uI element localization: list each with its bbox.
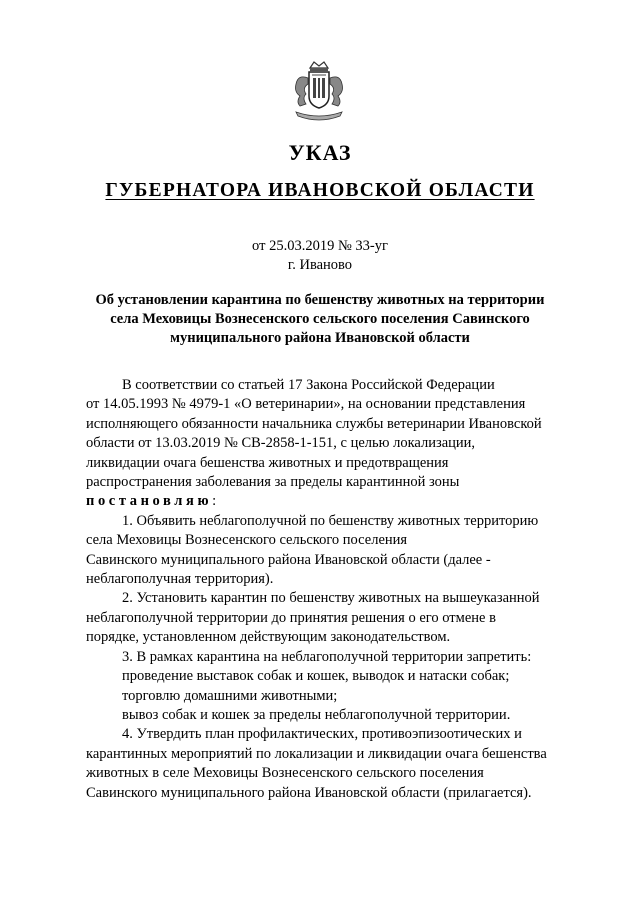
body-line: карантинных мероприятий по локализации и ликвидации очага бешенства [86,745,547,762]
document-title: УКАЗ [288,140,352,165]
body-line: села Меховицы Вознесенского сельского поселения [86,532,408,549]
body-line: животных в селе Меховицы Вознесенского сельского поселения [86,765,484,782]
decree-line [86,492,566,511]
body-line: неблагополучной территории до принятия решения о его отмене в [86,609,496,626]
date-number: от 25.03.2019 № 33-уг [252,238,388,254]
body-line: 2. Установить карантин по бешенству животных на вышеуказанной [122,590,540,607]
city: г. Иваново [287,257,353,273]
heading-line: муниципального района Ивановской области [170,330,470,346]
body-line: ликвидации очага бешенства животных и предотвращения [86,454,449,471]
body-line: исполняющего обязанности начальника службы ветеринарии Ивановской [86,415,542,432]
decree-word: постановляю [86,493,213,510]
body-line: проведение выставок собак и кошек, выводок и натаски собак; [122,668,510,685]
coat-of-arms-emblem [288,58,350,124]
body-line: торговлю домашними животными; [122,687,338,704]
document-subtitle: ГУБЕРНАТОРА ИВАНОВСКОЙ ОБЛАСТИ [105,180,535,201]
heading-line: Об установлении карантина по бешенству животных на территории [95,292,545,308]
body-line: от 14.05.1993 № 4979-1 «О ветеринарии», на основании представления [86,396,526,413]
body-line: неблагополучная территория). [86,571,274,588]
body-line: вывоз собак и кошек за пределы неблагополучной территории. [122,706,511,723]
decree-colon: : [212,493,217,510]
document-body [86,376,566,803]
body-line: Савинского муниципального района Ивановской области (далее - [86,551,491,568]
body-line: 1. Объявить неблагополучной по бешенству животных территорию [122,512,539,529]
body-line: распространения заболевания за пределы карантинной зоны [86,474,460,491]
body-line: 3. В рамках карантина на неблагополучной территории запретить: [122,648,532,665]
heading-line: села Меховицы Вознесенского сельского поселения Савинского [110,311,530,327]
body-line: порядке, установленном действующим законодательством. [86,629,451,646]
document-heading [80,291,560,348]
body-line: области от 13.03.2019 № СВ-2858-1-151, с целью локализации, [86,435,476,452]
body-line: 4. Утвердить план профилактических, противоэпизоотических и [122,726,522,743]
body-line: В соответствии со статьей 17 Закона Российской Федерации [122,377,495,393]
body-line: Савинского муниципального района Ивановской области (прилагается). [86,784,532,801]
